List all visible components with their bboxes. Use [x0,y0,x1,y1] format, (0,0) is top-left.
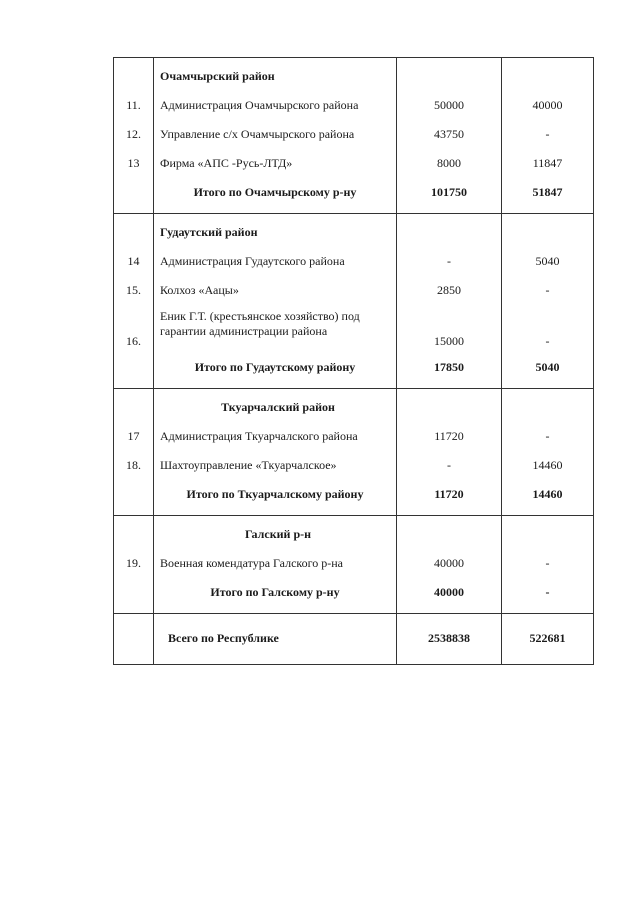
num-column [114,516,154,614]
row-number: 12. [126,127,141,141]
amount-a-column [397,516,502,614]
budget-table [113,57,594,665]
section-total-label: Итого по Гудаутскому району [194,360,356,374]
amount-b: 11847 [532,156,563,170]
amount-a: 40000 [434,556,464,570]
section-total-label: Итого по Очамчырскому р-ну [193,185,357,199]
amount-a: 43750 [434,127,464,141]
row-number: 14 [127,254,140,268]
grand-total-b: 522681 [529,630,566,645]
amount-a: 15000 [434,334,464,348]
row-number: 11. [126,98,141,112]
org-name: Шахтоуправление «Ткуарчалское» [160,458,337,472]
amount-a-column [397,389,502,516]
name-column [154,389,397,516]
row-number: 19. [126,556,141,570]
amount-a: - [447,254,451,268]
org-name: Фирма «АПС -Русь-ЛТД» [160,156,293,170]
amount-b: 5040 [535,254,560,268]
table-body [114,58,594,665]
org-name: Колхоз «Аацы» [160,283,239,297]
amount-a: 11720 [434,429,464,443]
section-total-label: Итого по Галскому р-ну [210,585,340,599]
org-name: Администрация Ткуарчалского района [160,429,358,443]
amount-b: - [545,283,550,297]
row-number: 16. [126,334,141,348]
amount-b-column [502,614,594,665]
amount-b-column [502,389,594,516]
section-total-b: - [545,585,550,599]
row-number: 13 [127,156,140,170]
amount-b: - [545,429,550,443]
region-title: Галский р-н [244,527,312,541]
section-total-b: 5040 [535,360,560,374]
amount-b: 14460 [532,458,563,472]
amount-a: 2850 [437,283,461,297]
name-column [154,214,397,389]
section-total-b: 14460 [532,487,563,501]
amount-b: - [545,334,550,348]
amount-b: 40000 [532,98,563,112]
section-total-a: 40000 [434,585,464,599]
region-section [114,389,594,516]
amount-b-column [502,214,594,389]
region-title: Гудаутский район [160,225,258,239]
row-number: 17 [127,429,140,443]
amount-b: - [545,127,550,141]
region-section [114,516,594,614]
row-number: 15. [126,283,141,297]
region-section [114,58,594,214]
grand-total-label: Всего по Республике [168,630,279,645]
num-column [114,214,154,389]
amount-b-column [502,58,594,214]
section-total-a: 11720 [434,487,464,501]
num-column [114,58,154,214]
name-column [154,614,397,665]
region-section [114,214,594,389]
section-total-a: 101750 [431,185,467,199]
org-name: Администрация Очамчырского района [160,98,359,112]
amount-a: 50000 [434,98,464,112]
grand-total-row [114,614,594,665]
row-number: 18. [126,458,141,472]
org-name: Администрация Гудаутского района [160,254,345,268]
amount-a-column [397,214,502,389]
amount-b-column [502,516,594,614]
region-title: Очамчырский район [160,69,275,83]
amount-a-column [397,58,502,214]
amount-a-column [397,614,502,665]
org-name: Военная комендатура Галского р-на [160,556,344,570]
section-total-label: Итого по Ткуарчалскому району [186,487,364,501]
name-column [154,58,397,214]
section-total-a: 17850 [434,360,464,374]
amount-b: - [545,556,550,570]
org-name: Еник Г.Т. (крестьянское хозяйство) под гарантии администрации района [160,309,360,338]
name-column [154,516,397,614]
section-total-b: 51847 [532,185,563,199]
grand-total-a: 2538838 [428,630,470,645]
num-column [114,614,154,665]
num-column [114,389,154,516]
amount-a: - [447,458,451,472]
org-name: Управление с/х Очамчырского района [160,127,355,141]
region-title: Ткуарчалский район [221,400,335,414]
amount-a: 8000 [437,156,461,170]
